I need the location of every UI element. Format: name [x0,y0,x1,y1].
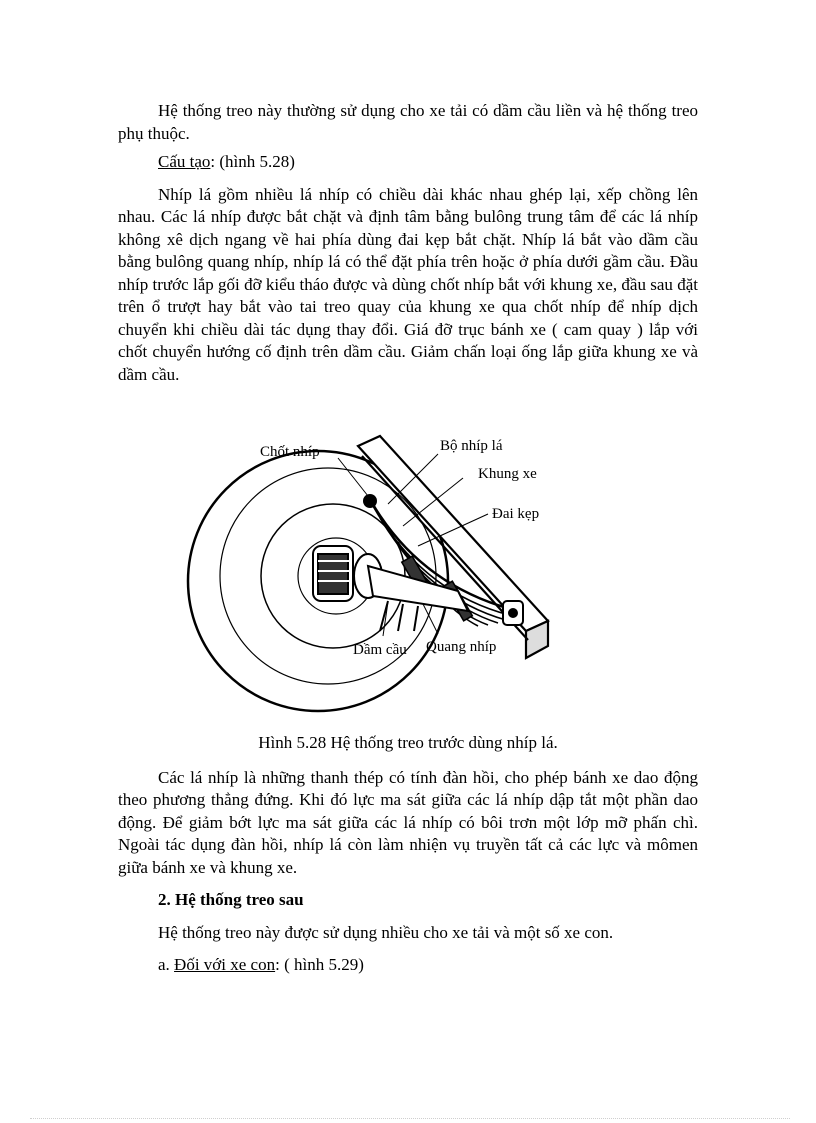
leaf-spring-diagram [118,426,698,726]
structure-paragraph: Nhíp lá gồm nhiều lá nhíp có chiều dài khác nhau ghép lại, xếp chồng lên nhau. Các lá nhíp được bắt chặt và định tâm bằng bulông trung tâm để các lá nhíp không xê dịch ngang về hai phía dùng đai kẹp bắt chặt. Nhíp lá bắt vào dầm cầu bằng bulông quang nhíp, nhíp lá có thể đặt phía trên hoặc ở phía dưới gầm cầu. Đầu nhíp trước lắp gối đỡ kiểu tháo được và dùng chốt nhíp bắt với khung xe, đầu sau đặt trên ổ trượt hay bắt vào tai treo quay của khung xe qua chốt nhíp để nhíp dịch chuyển khi chiều dài tác dụng thay đổi. Giá đỡ trục bánh xe ( cam quay ) lắp với chốt chuyển hướng cố định trên dầm cầu. Giảm chấn loại ống lắp giữa khung xe và dầm cầu. [118,184,698,384]
label-bo-nhip-la: Bộ nhíp lá [440,438,503,454]
intro-paragraph: Hệ thống treo này thường sử dụng cho xe tải có dầm cầu liền và hệ thống treo phụ thuộc. [118,101,698,143]
label-khung-xe: Khung xe [478,466,537,482]
subsection-a [118,954,698,977]
figure-leaf-spring [118,426,698,726]
subsection-a-label: Đối với xe con [174,955,276,974]
label-quang-nhip: Quang nhíp [426,639,497,655]
structure-ref: : (hình 5.28) [210,152,295,171]
label-dam-cau: Dầm cầu [353,642,407,658]
page-bottom-border [30,1118,790,1119]
figure-caption: Hình 5.28 Hệ thống treo trước dùng nhíp lá. [258,733,558,752]
spring-pin-icon [363,494,377,508]
document-page [118,100,698,977]
leaf-function-paragraph: Các lá nhíp là những thanh thép có tính đàn hồi, cho phép bánh xe dao động theo phương thẳng đứng. Khi đó lực ma sát giữa các lá nhíp dập tắt một phần dao động. Để giảm bớt lực ma sát giữa các lá nhíp có bôi trơn một lớp mỡ phấn chì. Ngoài tác dụng đàn hồi, nhíp lá còn làm nhiện vụ truyền tất cả các lực và mômen giữa bánh xe và khung xe. [118,767,698,877]
structure-label: Cấu tạo [158,152,211,171]
subsection-a-prefix: a. [158,955,175,974]
label-chot-nhip: Chốt nhíp [260,444,320,460]
label-dai-kep: Đai kẹp [492,506,540,522]
rear-usage-paragraph: Hệ thống treo này được sử dụng nhiều cho xe tải và một số xe con. [158,922,614,942]
section-heading-rear: 2. Hệ thống treo sau [158,890,304,909]
structure-line [118,151,698,174]
subsection-a-ref: : ( hình 5.29) [275,955,364,974]
shackle [503,601,523,625]
